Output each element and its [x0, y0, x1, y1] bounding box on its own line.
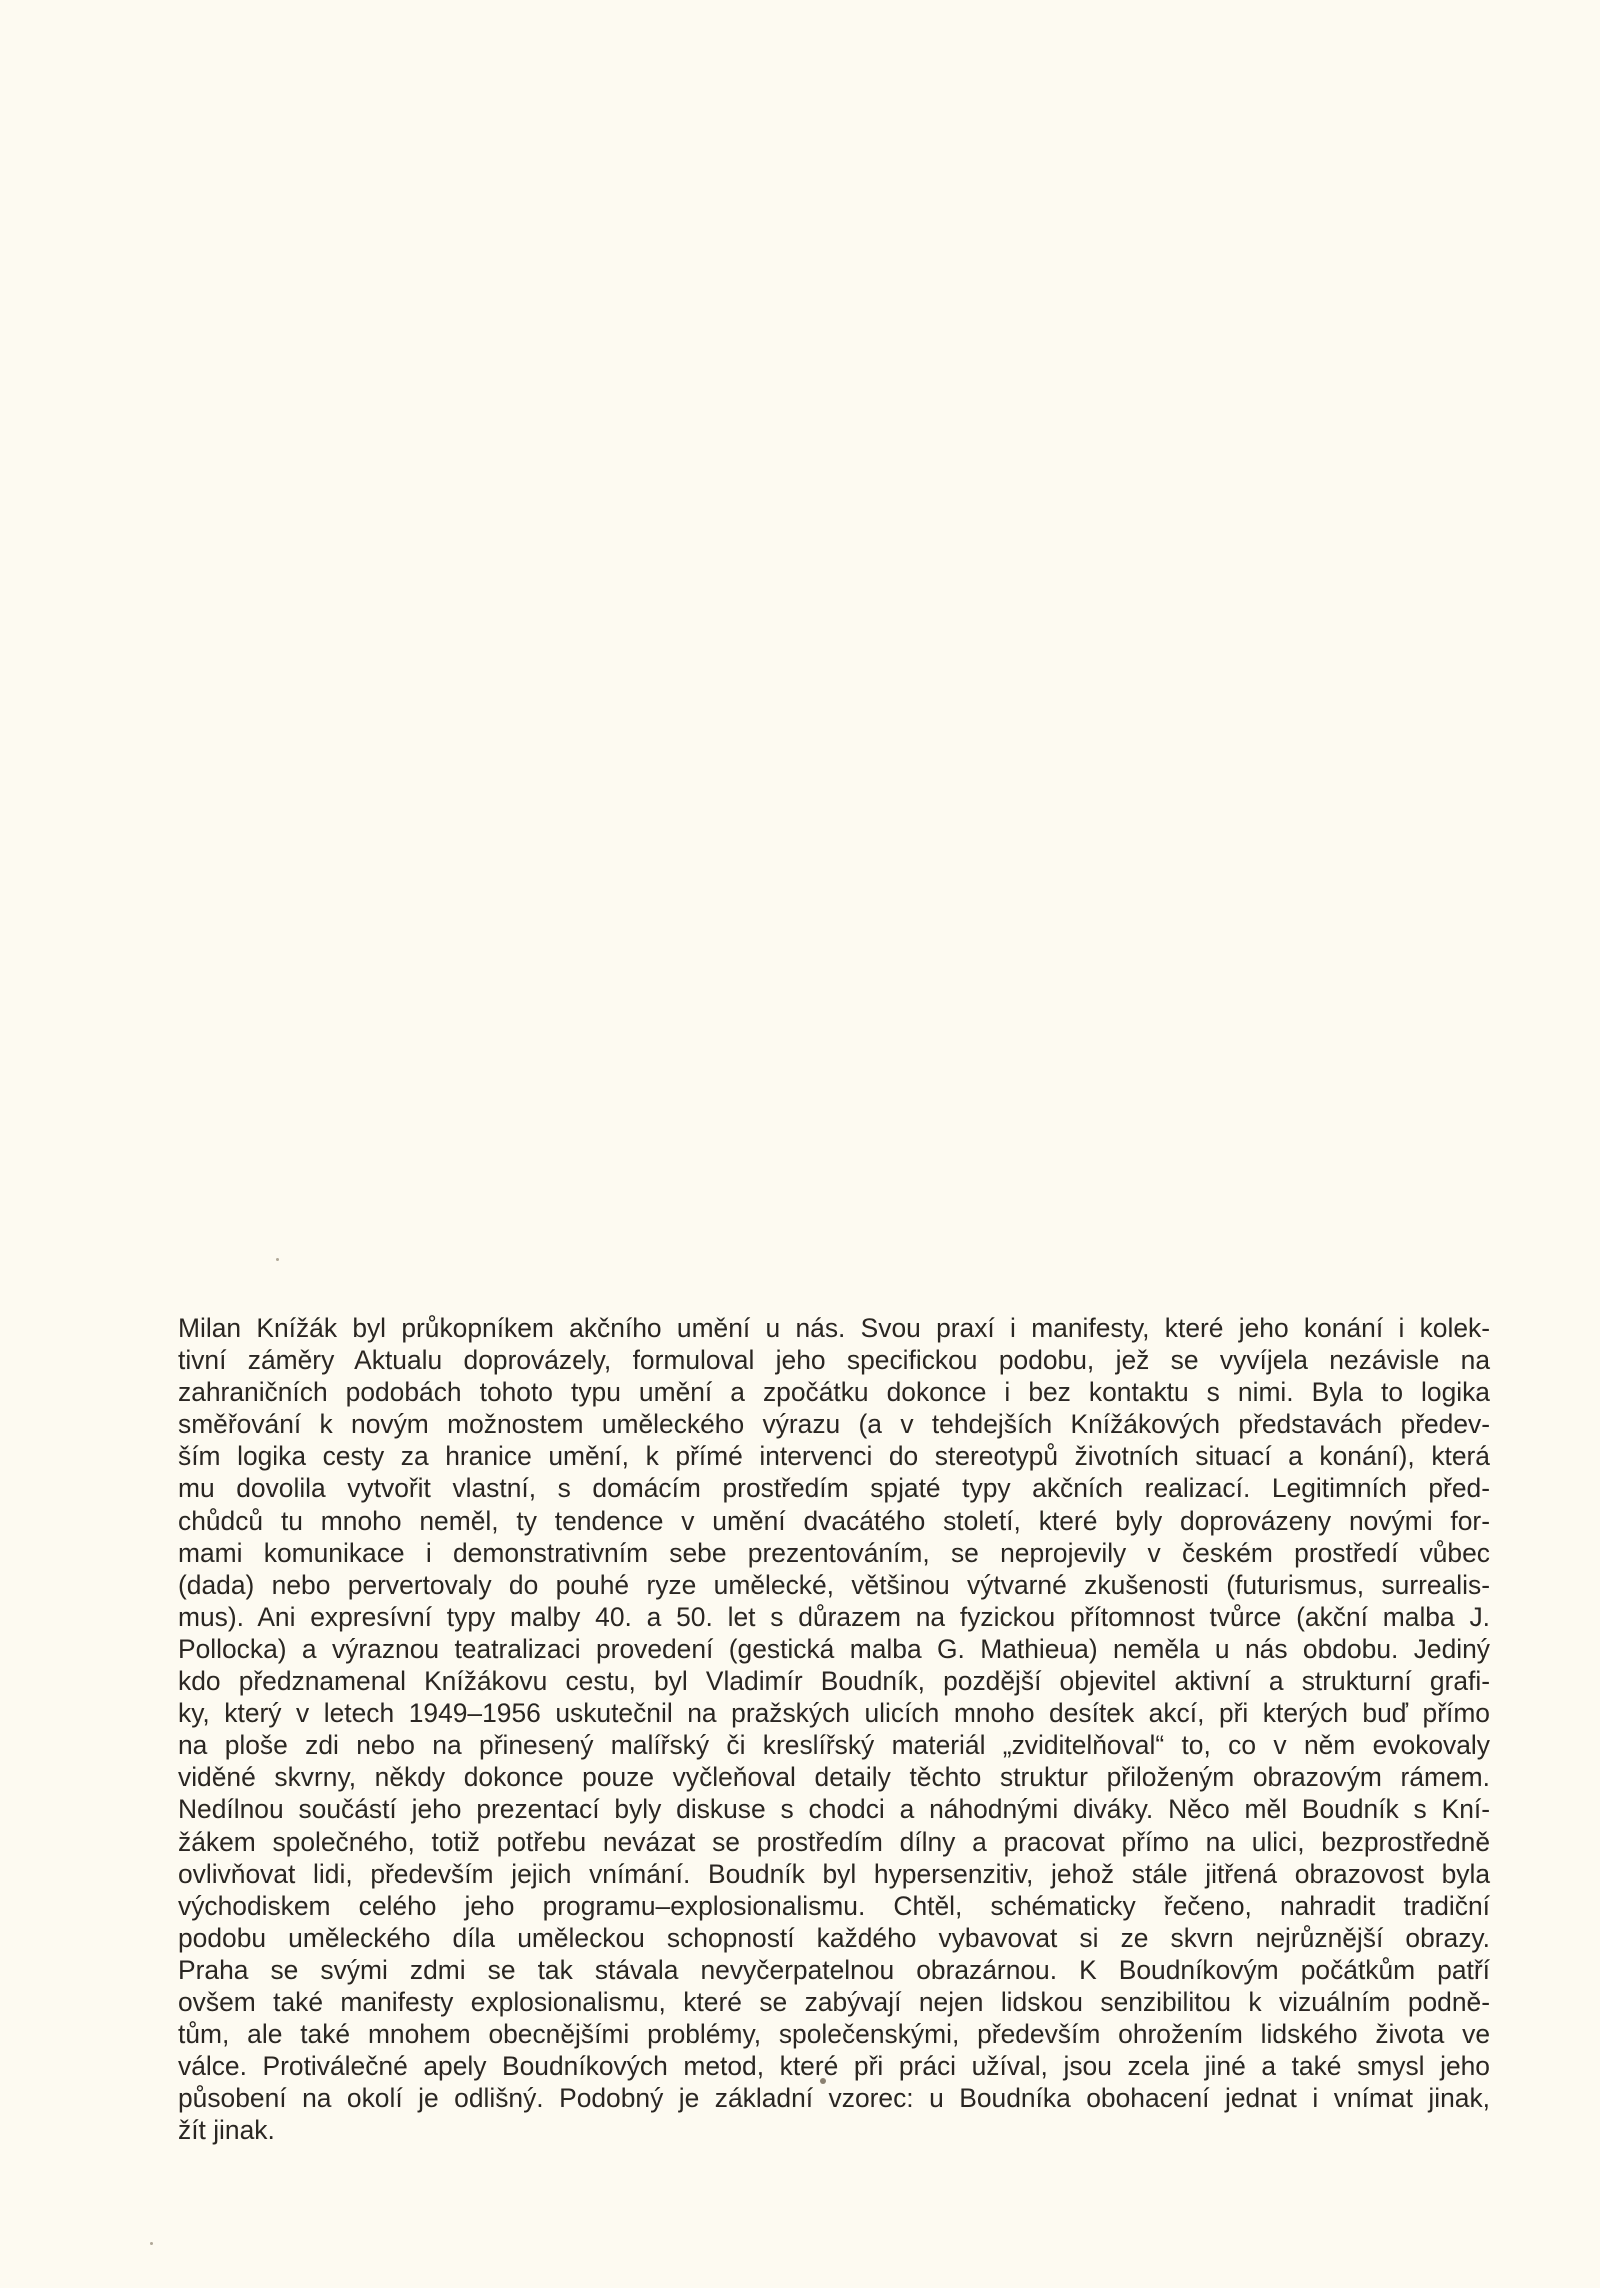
text-line: mu dovolila vytvořit vlastní, s domácím prostředím spjaté typy akčních realizací. Legitimních před-: [178, 1473, 1490, 1504]
text-line: Pollocka) a výraznou teatralizaci provedení (gestická malba G. Mathieua) neměla u nás obdobu. Jediný: [178, 1633, 1490, 1664]
text-line: Praha se svými zdmi se tak stávala nevyčerpatelnou obrazárnou. K Boudníkovým počátkům patří: [178, 1954, 1490, 1985]
text-line: tům, ale také mnohem obecnějšími problémy, společenskými, především ohrožením lidského života ve: [178, 2019, 1490, 2050]
text-line: východiskem celého jeho programu–explosionalismu. Chtěl, schématicky řečeno, nahradit tradiční: [178, 1890, 1490, 1921]
text-line: mami komunikace i demonstrativním sebe prezentováním, se neprojevily v českém prostředí vůbec: [178, 1537, 1490, 1568]
text-line: mus). Ani expresívní typy malby 40. a 50. let s důrazem na fyzickou přítomnost tvůrce (akční malba J.: [178, 1601, 1490, 1632]
text-line: ovlivňovat lidi, především jejich vnímání. Boudník byl hypersenzitiv, jehož stále jitřená obrazovost byla: [178, 1858, 1490, 1889]
text-line: působení na okolí je odlišný. Podobný je základní vzorec: u Boudníka obohacení jednat i vnímat jinak,: [178, 2083, 1490, 2114]
text-line: kdo předznamenal Knížákovu cestu, byl Vladimír Boudník, pozdější objevitel aktivní a strukturní grafi-: [178, 1666, 1490, 1697]
text-line: na ploše zdi nebo na přinesený malířský či kreslířský materiál „zviditelňoval“ to, co v něm evokovaly: [178, 1730, 1490, 1761]
paper-speck: [150, 2242, 153, 2245]
text-line: chůdců tu mnoho neměl, ty tendence v umění dvacátého století, které byly doprovázeny novými for-: [178, 1505, 1490, 1536]
text-line: žít jinak.: [178, 2115, 275, 2146]
text-line: směřování k novým možnostem uměleckého výrazu (a v tehdejších Knížákových představách předev-: [178, 1409, 1490, 1440]
body-text-paragraph: [178, 1312, 1490, 2146]
text-line: zahraničních podobách tohoto typu umění a zpočátku dokonce i bez kontaktu s nimi. Byla to logika: [178, 1377, 1490, 1408]
text-line: Nedílnou součástí jeho prezentací byly diskuse s chodci a náhodnými diváky. Něco měl Boudník s Kní-: [178, 1794, 1490, 1825]
text-line: válce. Protiválečné apely Boudníkových metod, které při práci užíval, jsou zcela jiné a také smysl jeho: [178, 2051, 1490, 2082]
text-line: viděné skvrny, někdy dokonce pouze vyčleňoval detaily těchto struktur přiloženým obrazovým rámem.: [178, 1762, 1490, 1793]
paper-speck: [276, 1258, 279, 1261]
text-line: ovšem také manifesty explosionalismu, které se zabývají nejen lidskou senzibilitou k vizuálním podně-: [178, 1986, 1490, 2017]
text-line: tivní záměry Aktualu doprovázely, formuloval jeho specifickou podobu, jež se vyvíjela nezávisle na: [178, 1345, 1490, 1376]
text-line: ky, který v letech 1949–1956 uskutečnil na pražských ulicích mnoho desítek akcí, při kterých buď přímo: [178, 1698, 1490, 1729]
text-line: podobu uměleckého díla uměleckou schopností každého vybavovat si ze skvrn nejrůznější obrazy.: [178, 1922, 1490, 1953]
text-line: (dada) nebo pervertovaly do pouhé ryze umělecké, většinou výtvarné zkušenosti (futurismus, surrealis-: [178, 1569, 1490, 1600]
text-line: ším logika cesty za hranice umění, k přímé intervenci do stereotypů životních situací a konání), která: [178, 1441, 1490, 1472]
text-line: žákem společného, totiž potřebu nevázat se prostředím dílny a pracovat přímo na ulici, bezprostředně: [178, 1826, 1490, 1857]
text-line: Milan Knížák byl průkopníkem akčního umění u nás. Svou praxí i manifesty, které jeho konání i kolek-: [178, 1313, 1490, 1343]
